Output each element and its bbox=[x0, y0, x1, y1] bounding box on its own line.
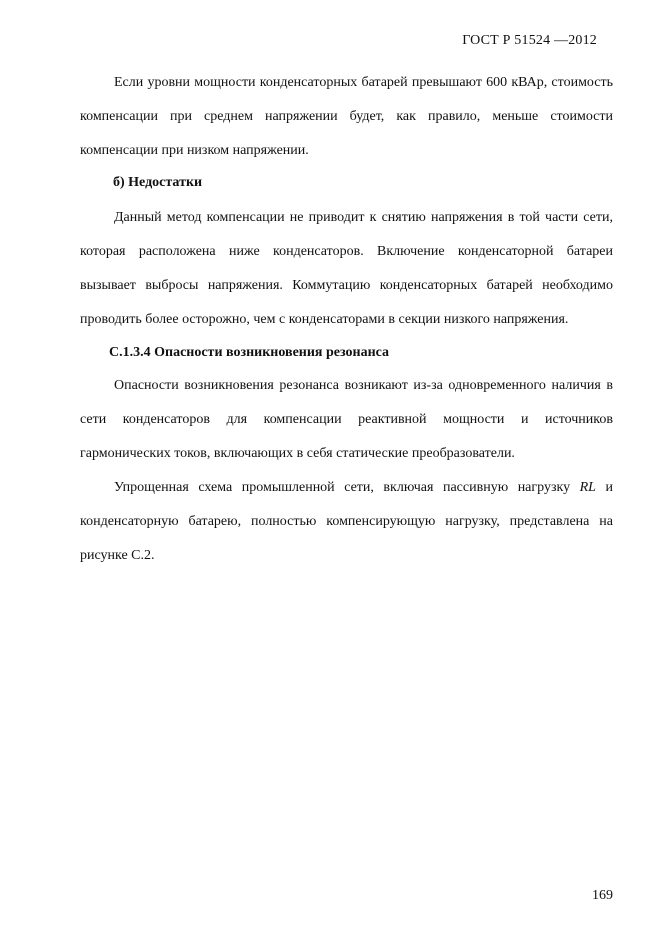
paragraph-cost-comparison: Если уровни мощности конденсаторных батарей превышают 600 кВАр, стоимость компенсации при среднем напряжении будет, как правило, меньше стоимости компенсации при низком напряжении. bbox=[80, 75, 613, 158]
paragraph-industrial-network-text-1: Упрощенная схема промышленной сети, включая пассивную нагрузку bbox=[114, 480, 580, 495]
paragraph-industrial-network bbox=[80, 471, 613, 573]
heading-disadvantages: б) Недостатки bbox=[113, 175, 203, 190]
paragraph-disadvantages: Данный метод компенсации не приводит к снятию напряжения в той части сети, которая расположена ниже конденсаторов. Включение конденсаторной батареи вызывает выбросы напряжения. Коммутацию конденсаторных батарей необходимо проводить более осторожно, чем с конденсаторами в секции низкого напряжения. bbox=[80, 210, 613, 327]
heading-section-resonance: С.1.3.4 Опасности возникновения резонанса bbox=[109, 345, 390, 360]
paragraph-resonance-causes: Опасности возникновения резонанса возникают из-за одновременного наличия в сети конденсаторов для компенсации реактивной мощности и источников гармонических токов, включающих в себя статические преобразователи. bbox=[80, 378, 613, 461]
page-number: 169 bbox=[592, 888, 613, 903]
paragraph-industrial-network-text-2: и конденсаторную батарею, полностью компенсирующую нагрузку, представлена на рисунке С.2. bbox=[80, 480, 613, 563]
document-code: ГОСТ Р 51524 —2012 bbox=[462, 33, 597, 48]
load-symbol-rl: RL bbox=[579, 480, 596, 495]
